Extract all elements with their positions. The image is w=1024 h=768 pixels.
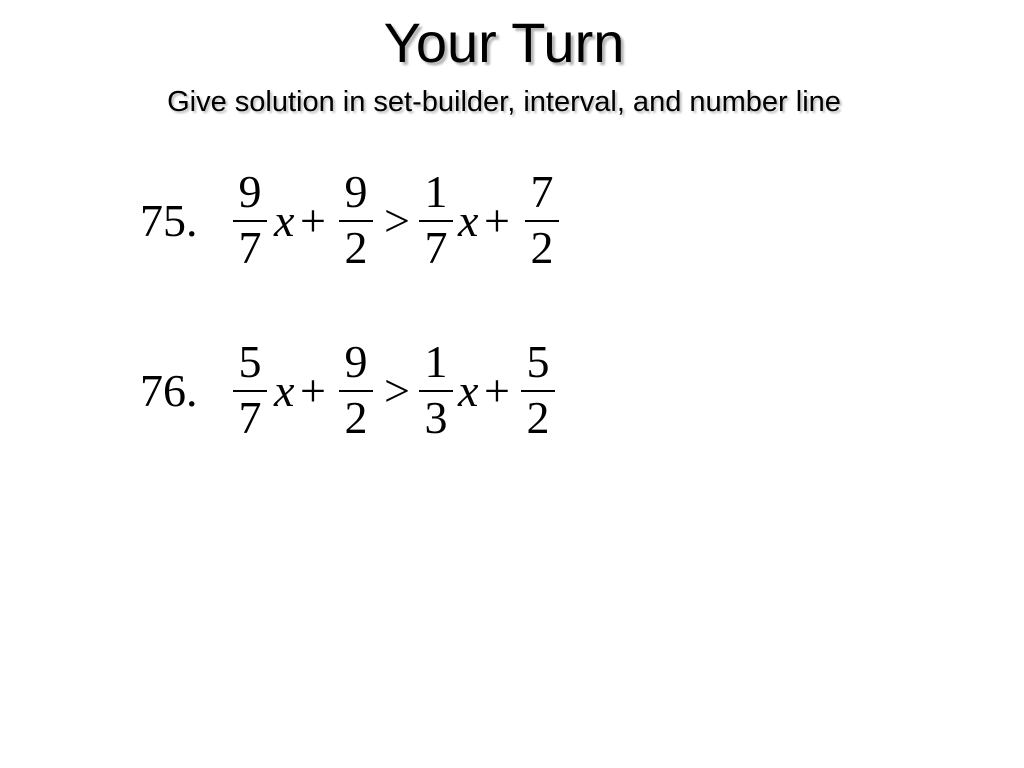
- numerator: 9: [238, 166, 262, 217]
- fraction-term-3: [416, 335, 456, 445]
- denominator: 7: [424, 222, 448, 273]
- numerator: 9: [344, 336, 368, 387]
- variable-x: x: [274, 365, 295, 416]
- problem-75: [140, 165, 700, 275]
- slide-subtitle: Give solution in set-builder, interval, and number line: [167, 86, 841, 118]
- fraction-term-2: [336, 335, 376, 445]
- variable-x: x: [458, 195, 479, 246]
- numerator: 7: [530, 166, 554, 217]
- numerator: 5: [238, 336, 262, 387]
- denominator: 7: [238, 222, 262, 273]
- numerator: 9: [344, 166, 368, 217]
- denominator: 2: [530, 222, 554, 273]
- greater-than-sign: >: [384, 195, 410, 246]
- fraction-term-4: [522, 165, 562, 275]
- denominator: 2: [526, 392, 550, 443]
- numerator: 5: [526, 336, 550, 387]
- slide-title: Your Turn: [383, 11, 625, 74]
- denominator: 7: [238, 392, 262, 443]
- problem-number: 75.: [140, 195, 198, 246]
- plus-sign: +: [300, 195, 326, 246]
- denominator: 3: [424, 392, 448, 443]
- fraction-term-4: [518, 335, 558, 445]
- greater-than-sign: >: [384, 365, 410, 416]
- problem-number: 76.: [140, 365, 198, 416]
- variable-x: x: [274, 195, 295, 246]
- plus-sign: +: [484, 195, 510, 246]
- problem-76: [140, 335, 700, 445]
- variable-x: x: [458, 365, 479, 416]
- fraction-term-2: [336, 165, 376, 275]
- plus-sign: +: [300, 365, 326, 416]
- fraction-term-3: [416, 165, 456, 275]
- numerator: 1: [424, 166, 448, 217]
- denominator: 2: [344, 392, 368, 443]
- fraction-term-1: [230, 165, 270, 275]
- fraction-term-1: [230, 335, 270, 445]
- plus-sign: +: [484, 365, 510, 416]
- numerator: 1: [424, 336, 448, 387]
- denominator: 2: [344, 222, 368, 273]
